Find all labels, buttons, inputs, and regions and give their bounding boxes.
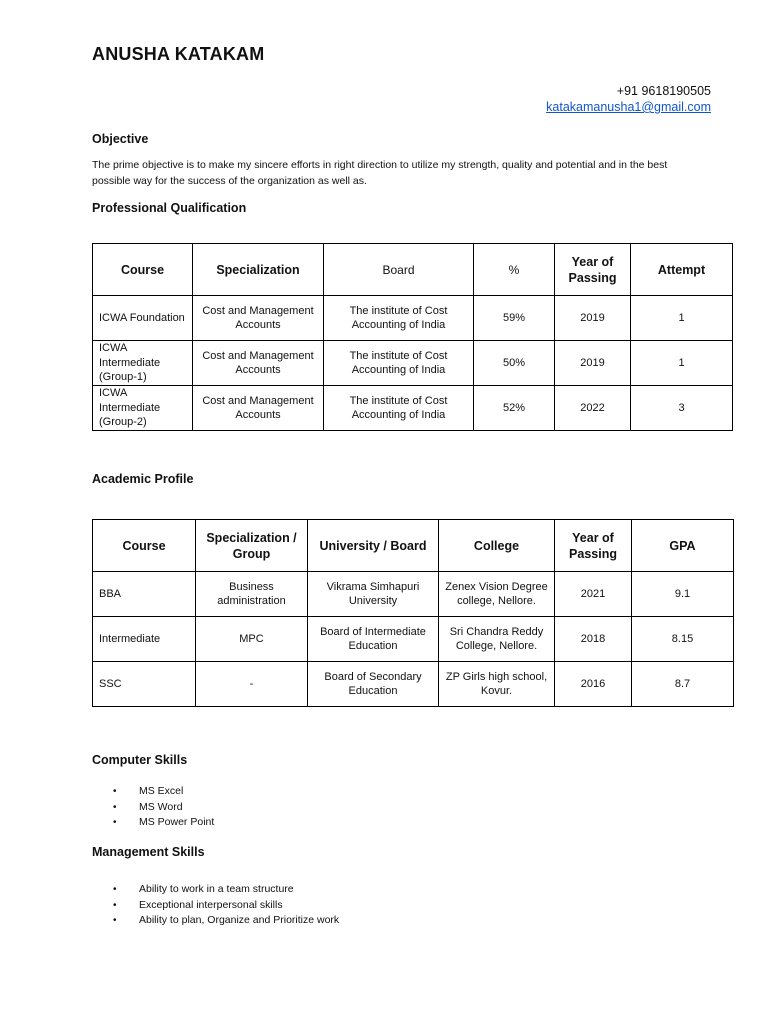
email-link[interactable]: katakamanusha1@gmail.com: [546, 100, 711, 114]
table-cell: Sri Chandra Reddy College, Nellore.: [439, 617, 555, 662]
table-cell: The institute of Cost Accounting of India: [324, 296, 474, 341]
table-cell: SSC: [93, 662, 196, 707]
column-header: Specialization / Group: [196, 520, 308, 572]
table-cell: BBA: [93, 572, 196, 617]
list-item: • MS Word: [92, 800, 214, 816]
professional-qualification-heading: Professional Qualification: [92, 201, 247, 215]
table-row: [93, 296, 733, 341]
management-skills-list: [92, 882, 339, 929]
table-cell: 50%: [474, 341, 555, 386]
academic-profile-heading: Academic Profile: [92, 472, 194, 486]
table-header-row: [93, 244, 733, 296]
table-cell: Zenex Vision Degree college, Nellore.: [439, 572, 555, 617]
table-row: [93, 662, 734, 707]
table-row: [93, 572, 734, 617]
professional-qualification-table: [92, 243, 733, 431]
table-cell: ICWA Intermediate (Group-1): [93, 341, 193, 386]
column-header: Attempt: [631, 244, 733, 296]
table-cell: The institute of Cost Accounting of India: [324, 386, 474, 431]
table-cell: 2018: [555, 617, 632, 662]
table-cell: 1: [631, 296, 733, 341]
list-item: • Exceptional interpersonal skills: [92, 898, 339, 914]
table-cell: Board of Intermediate Education: [308, 617, 439, 662]
table-header-row: [93, 520, 734, 572]
candidate-name: ANUSHA KATAKAM: [92, 44, 265, 64]
table-cell: 3: [631, 386, 733, 431]
table-cell: 1: [631, 341, 733, 386]
list-item: • MS Power Point: [92, 815, 214, 831]
table-cell: Cost and Management Accounts: [193, 341, 324, 386]
management-skills-heading: Management Skills: [92, 845, 205, 859]
computer-skills-heading: Computer Skills: [92, 753, 188, 767]
table-cell: Cost and Management Accounts: [193, 296, 324, 341]
column-header: Year of Passing: [555, 520, 632, 572]
list-item: • Ability to work in a team structure: [92, 882, 339, 898]
table-cell: 8.15: [632, 617, 734, 662]
table-cell: Cost and Management Accounts: [193, 386, 324, 431]
column-header: College: [439, 520, 555, 572]
table-cell: 9.1: [632, 572, 734, 617]
column-header: Board: [324, 244, 474, 296]
list-item: • MS Excel: [92, 784, 214, 800]
table-cell: 2016: [555, 662, 632, 707]
table-cell: MPC: [196, 617, 308, 662]
table-cell: Intermediate: [93, 617, 196, 662]
academic-profile-table: [92, 519, 734, 707]
column-header: Specialization: [193, 244, 324, 296]
column-header: Course: [93, 520, 196, 572]
column-header: Course: [93, 244, 193, 296]
table-cell: ICWA Foundation: [93, 296, 193, 341]
column-header: %: [474, 244, 555, 296]
table-cell: 59%: [474, 296, 555, 341]
table-cell: 8.7: [632, 662, 734, 707]
objective-text: The prime objective is to make my sincere efforts in right direction to utilize my strength, quality and potential and in the best possible way for the success of the organization as well as.: [92, 159, 668, 187]
table-cell: ICWA Intermediate (Group-2): [93, 386, 193, 431]
table-row: [93, 341, 733, 386]
table-row: [93, 386, 733, 431]
list-item: • Ability to plan, Organize and Prioritize work: [92, 913, 339, 929]
table-cell: Business administration: [196, 572, 308, 617]
table-cell: 2019: [555, 341, 631, 386]
column-header: GPA: [632, 520, 734, 572]
table-cell: Board of Secondary Education: [308, 662, 439, 707]
column-header: Year of Passing: [555, 244, 631, 296]
table-cell: 2021: [555, 572, 632, 617]
table-cell: Vikrama Simhapuri University: [308, 572, 439, 617]
table-cell: 2019: [555, 296, 631, 341]
table-cell: 2022: [555, 386, 631, 431]
table-cell: ZP Girls high school, Kovur.: [439, 662, 555, 707]
column-header: University / Board: [308, 520, 439, 572]
phone-number: +91 9618190505: [616, 84, 711, 98]
computer-skills-list: [92, 784, 214, 831]
table-cell: 52%: [474, 386, 555, 431]
table-cell: -: [196, 662, 308, 707]
table-cell: The institute of Cost Accounting of India: [324, 341, 474, 386]
objective-heading: Objective: [92, 132, 149, 146]
table-row: [93, 617, 734, 662]
